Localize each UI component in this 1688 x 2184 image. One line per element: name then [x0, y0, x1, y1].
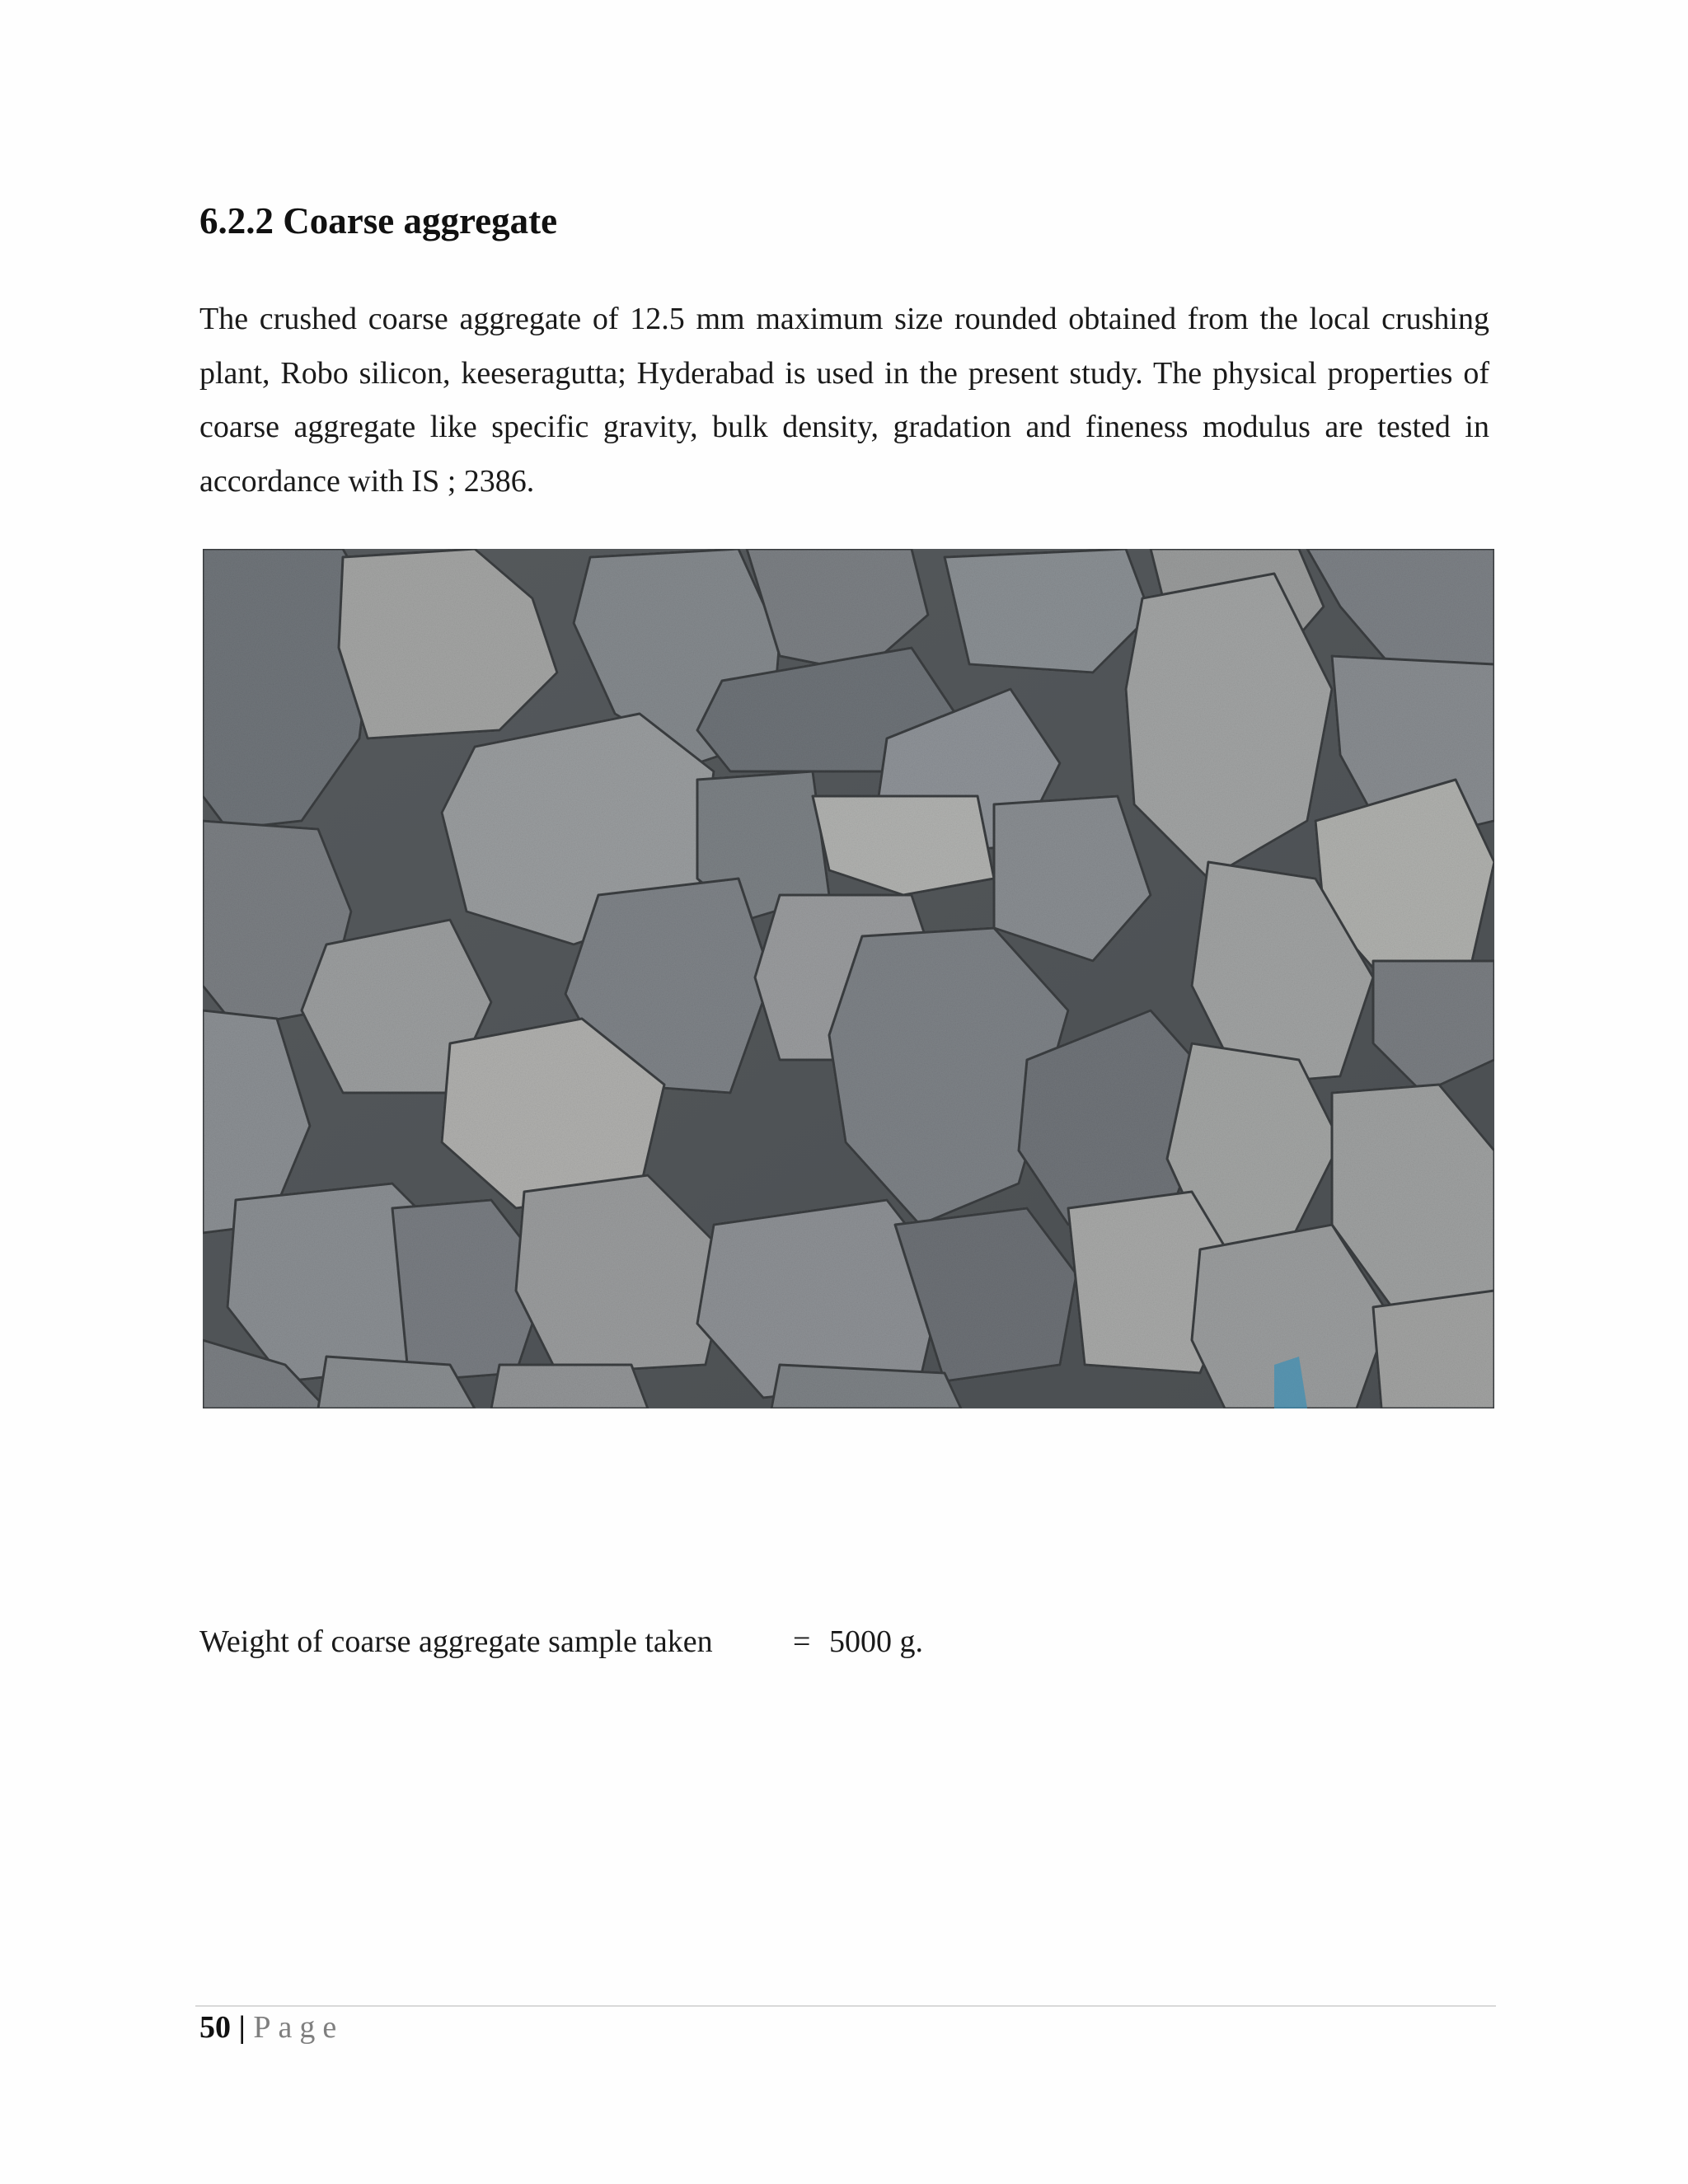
coarse-aggregate-photo [203, 549, 1494, 1408]
weight-value: 5000 g. [829, 1624, 923, 1659]
weight-equals: = [793, 1624, 811, 1659]
stone-image-svg [203, 549, 1494, 1408]
weight-label: Weight of coarse aggregate sample taken [199, 1624, 713, 1659]
page-separator: | [238, 2010, 246, 2045]
section-heading: 6.2.2 Coarse aggregate [199, 200, 558, 241]
page-number: 50 [199, 2010, 231, 2045]
footer-rule [195, 2005, 1496, 2007]
weight-line [199, 1617, 923, 1666]
body-paragraph: The crushed coarse aggregate of 12.5 mm maximum size rounded obtained from the local crushing plant, Robo silicon, keeseragutta; Hyderabad is used in the present study. The physical properties of coarse aggregate like specific gravity, bulk density, gradation and fineness modulus are tested in accordance with IS ; 2386. [199, 302, 1489, 499]
page-footer [199, 2003, 344, 2052]
page-word: Page [253, 2010, 345, 2045]
